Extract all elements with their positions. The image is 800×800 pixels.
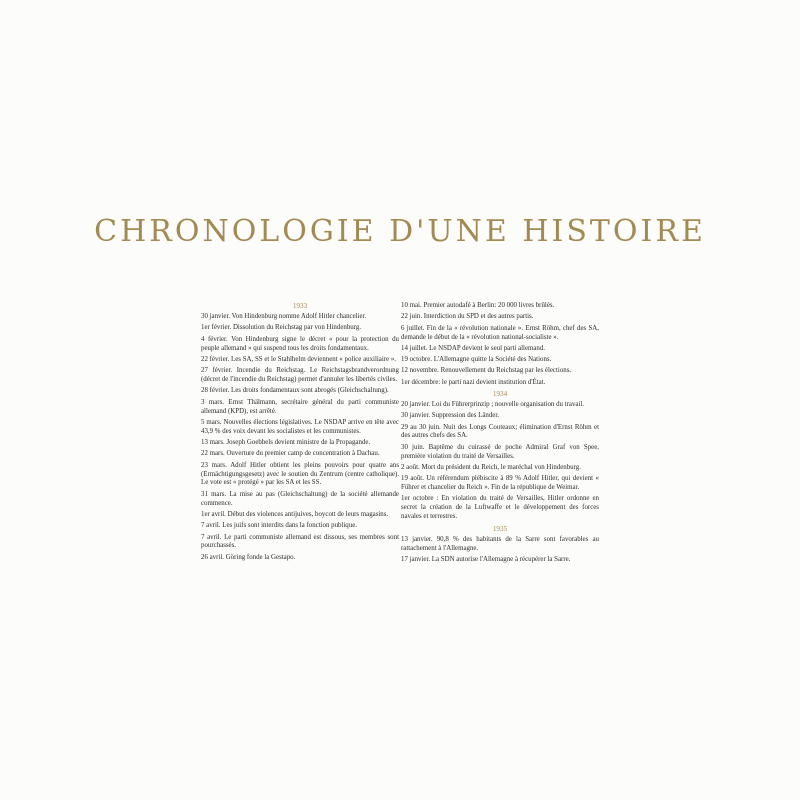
- timeline-entry: 12 novembre. Renouvellement du Reichstag par les élections.: [401, 367, 572, 375]
- timeline-entry: 27 février. Incendie du Reichstag. Le Reichstagsbrandverordnung (décret de l'incendie du Reichstag) permet d'annuler les libertés civiles.: [201, 367, 399, 383]
- timeline-entry: 13 janvier. 90,8 % des habitants de la Sarre sont favorables au rattachement à l'Allemagne.: [401, 535, 599, 552]
- entries-1933-left: [201, 313, 399, 563]
- year-heading-1934: 1934: [492, 389, 508, 398]
- timeline-entry: 4 février. Von Hindenburg signe le décret « pour la protection du peuple allemand » qui suspend tous les droits fondamentaux.: [201, 335, 399, 352]
- timeline-entry: 10 mai. Premier autodafé à Berlin: 20 000 livres brûlés.: [401, 302, 555, 309]
- timeline-entry: 19 août. Un référendum plébiscite à 89 % Adolf Hitler, qui devient « Führer et chancelier du Reich ». Fin de la république de Weimar.: [401, 475, 599, 492]
- timeline-entry: 13 mars. Joseph Goebbels devient ministre de la Propagande.: [201, 439, 371, 446]
- timeline-entry: 19 octobre. L'Allemagne quitte la Société des Nations.: [401, 356, 552, 364]
- timeline-entry: 22 février. Les SA, SS et le Stahlhelm deviennent « police auxiliaire ».: [201, 355, 396, 363]
- timeline-entry: 28 février. Les droits fondamentaux sont abrogés (Gleichschaltung).: [201, 387, 389, 395]
- timeline-entry: 30 janvier. Von Hindenburg nomme Adolf Hitler chancelier.: [201, 313, 367, 320]
- timeline-entry: 2 août. Mort du président du Reich, le maréchal von Hindenburg.: [401, 463, 581, 471]
- entries-1935: [401, 536, 599, 565]
- timeline-entry: 14 juillet. Le NSDAP devient le seul parti allemand.: [401, 344, 546, 352]
- timeline-entry: 23 mars. Adolf Hitler obtient les pleins pouvoirs pour quatre ans (Ermächtigungsgesetz) avec le soutien du Zentrum (centre catholique). Le vote est « protégé » par les SA et les SS.: [201, 461, 399, 487]
- timeline-entry: 7 avril. Les juifs sont interdits dans la fonction publique.: [201, 522, 357, 530]
- timeline-entry: 6 juillet. Fin de la « révolution nationale ». Ernst Röhm, chef des SA, demande le début de la « révolution national-socialiste ».: [401, 324, 599, 341]
- timeline-entry: 30 janvier. Suppression des Länder.: [401, 412, 499, 420]
- right-column: [401, 302, 599, 567]
- timeline-entry: 7 avril. Le parti communiste allemand est dissous, ses membres sont pourchassés.: [201, 533, 399, 550]
- timeline-entry: 29 au 30 juin. Nuit des Longs Couteaux; élimination d'Ernst Röhm et des autres chefs des SA.: [401, 423, 599, 440]
- timeline-entry: 1er décembre: le parti nazi devient institution d'État.: [401, 378, 546, 386]
- timeline-entry: 1er février. Dissolution du Reichstag par von Hindenburg.: [201, 324, 362, 332]
- timeline-entry: 3 mars. Ernst Thälmann, secrétaire général du parti communiste allemand (KPD), est arrêté.: [201, 398, 399, 415]
- timeline-entry: 26 avril. Göring fonde la Gestapo.: [201, 553, 296, 561]
- timeline-entry: 1er avril. Début des violences antijuives, boycott de leurs magasins.: [201, 510, 389, 518]
- year-heading-1933: 1933: [292, 302, 308, 310]
- year-heading-1935: 1935: [492, 524, 508, 533]
- entries-1934: [401, 401, 599, 522]
- timeline-entry: 17 janvier. La SDN autorise l'Allemagne à récupérer la Sarre.: [401, 555, 571, 563]
- timeline-entry: 30 juin. Baptême du cuirassé de poche Admiral Graf von Spee, première violation du traité de Versailles.: [401, 443, 599, 460]
- timeline-entry: 5 mars. Nouvelles élections législatives. Le NSDAP arrive en tête avec 43,9 % des voix devant les socialistes et les communistes.: [201, 418, 399, 435]
- entries-1933-right: [401, 302, 599, 388]
- timeline-entry: 22 juin. Interdiction du SPD et des autres partis.: [401, 313, 534, 321]
- timeline-entry: 1er octobre : En violation du traité de Versailles, Hitler ordonne en secret la création de la Luftwaffe et le développement des forces navales et terrestres.: [401, 495, 599, 521]
- timeline-entry: 20 janvier. Loi du Führerprinzip ; nouvelle organisation du travail.: [401, 400, 585, 408]
- left-column: [201, 302, 399, 565]
- page-title: CHRONOLOGIE D'UNE HISTOIRE: [94, 214, 706, 249]
- timeline-entry: 22 mars. Ouverture du premier camp de concentration à Dachau.: [201, 450, 380, 458]
- timeline-entry: 31 mars. La mise au pas (Gleichschaltung) de la société allemande commence.: [201, 490, 399, 507]
